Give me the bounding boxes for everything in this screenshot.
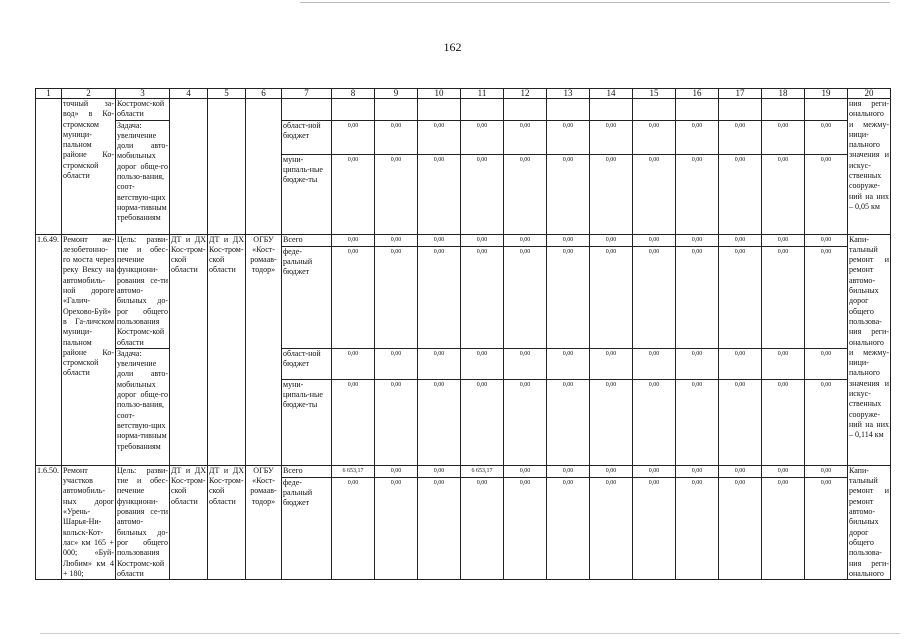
value-cell: 0,00	[762, 348, 805, 379]
goal-cell: Цель: разви-тие и обес-печение функциони-рования се-ти автомо-бильных до-рог общего пользования Костромс-кой области	[117, 234, 168, 347]
value-cell: 0,00	[375, 120, 418, 154]
value-cell: 0,00	[762, 246, 805, 348]
goal-cell: Цель: разви-тие и обес-печение функциони-рования се-ти автомо-бильных до-рог общего пользования Костромс-кой области	[117, 465, 168, 578]
value-cell: 0,00	[676, 477, 719, 580]
column-header: 1	[36, 89, 62, 99]
value-cell: 0,00	[418, 477, 461, 580]
value-cell: 0,00	[676, 120, 719, 154]
value-cell: 0,00	[504, 348, 547, 379]
value-cell: 0,00	[590, 120, 633, 154]
executor-cell: ОГБУ «Кост-ромаав-тодор»	[246, 234, 282, 465]
value-cell: 0,00	[332, 348, 375, 379]
value-cell: 0,00	[805, 120, 848, 154]
column-header: 12	[504, 89, 547, 99]
value-cell: 0,00	[332, 246, 375, 348]
value-cell: 0,00	[547, 120, 590, 154]
value-cell: 0,00	[805, 477, 848, 580]
customer-cell: ДТ и ДХ Кос-тром-ской области	[208, 465, 246, 579]
value-cell: 6 653,17	[461, 465, 504, 477]
value-cell: 0,00	[504, 379, 547, 465]
column-header: 16	[676, 89, 719, 99]
result-cell: Капи-тальный ремонт и ремонт автомо-бильных дорог общего пользова-ния реги-онального и межму-ници-пального значения и искус-ственных сооруже-ний на них – 0,114 км	[848, 234, 891, 465]
value-cell: 0,00	[633, 465, 676, 477]
table-row	[36, 99, 891, 121]
result-cell: Капи-тальный ремонт и ремонт автомо-бильных дорог общего пользова-ния реги-онального	[849, 465, 889, 578]
value-cell: 0,00	[590, 154, 633, 234]
value-cell: 0,00	[332, 120, 375, 154]
value-cell: 0,00	[418, 246, 461, 348]
source-cell: феде-ральный бюджет	[282, 477, 332, 580]
value-cell: 0,00	[375, 246, 418, 348]
value-cell: 0,00	[418, 120, 461, 154]
customer-cell: ДТ и ДХ Кос-тром-ской области	[208, 234, 246, 465]
value-cell: 0,00	[332, 379, 375, 465]
value-cell: 0,00	[762, 154, 805, 234]
scan-artifact-line	[40, 633, 900, 634]
value-cell: 0,00	[375, 154, 418, 234]
value-cell: 0,00	[375, 348, 418, 379]
value-cell: 0,00	[418, 154, 461, 234]
item-name-cell: Ремонт участков автомобиль-ных дорог «Урень-Шарья-Ни-кольск-Кот-лас» км 165 + 000; «Буй-Любим» км 4 + 180;	[63, 465, 114, 578]
value-cell: 0,00	[719, 465, 762, 477]
value-cell: 0,00	[676, 234, 719, 246]
item-number-cell	[36, 99, 62, 235]
page-number: 162	[443, 40, 462, 54]
item-name-cell: Ремонт же-лезобетонно-го моста через реку Вексу на автомобиль-ной дороге «Галич-Орехово-Буй» в Га-личском муници-пальном районе Ко-стромской области	[62, 234, 116, 465]
value-cell: 0,00	[676, 246, 719, 348]
column-header: 2	[62, 89, 116, 99]
value-cell: 0,00	[676, 379, 719, 465]
column-header: 19	[805, 89, 848, 99]
value-cell: 0,00	[719, 234, 762, 246]
value-cell: 0,00	[762, 120, 805, 154]
value-cell: 0,00	[547, 477, 590, 580]
value-cell: 0,00	[461, 154, 504, 234]
source-cell: област-ной бюджет	[282, 348, 332, 379]
value-cell: 0,00	[590, 477, 633, 580]
value-cell: 0,00	[590, 234, 633, 246]
column-header: 10	[418, 89, 461, 99]
value-cell: 0,00	[332, 154, 375, 234]
table-row	[36, 120, 891, 154]
column-header: 14	[590, 89, 633, 99]
value-cell: 0,00	[504, 246, 547, 348]
value-cell: 0,00	[633, 154, 676, 234]
task-cell: Задача: увеличение доли авто-мобильных дорог обще-го пользо-вания, соот-ветствую-щих норма-тивным требованиям	[116, 348, 170, 465]
value-cell: 0,00	[633, 477, 676, 580]
value-cell: 0,00	[719, 154, 762, 234]
column-header: 18	[762, 89, 805, 99]
table-row	[36, 348, 891, 379]
value-cell: 0,00	[762, 477, 805, 580]
value-cell: 0,00	[461, 348, 504, 379]
customer-cell	[208, 99, 246, 235]
value-cell: 0,00	[547, 379, 590, 465]
value-cell: 0,00	[719, 246, 762, 348]
value-cell: 0,00	[547, 234, 590, 246]
column-header: 8	[332, 89, 375, 99]
value-cell: 0,00	[418, 465, 461, 477]
value-cell: 0,00	[676, 465, 719, 477]
value-cell: 0,00	[504, 154, 547, 234]
column-header: 9	[375, 89, 418, 99]
source-cell: муни-ципаль-ные бюдже-ты	[282, 379, 332, 465]
value-cell: 0,00	[805, 234, 848, 246]
value-cell: 0,00	[418, 348, 461, 379]
value-cell: 0,00	[590, 348, 633, 379]
value-cell: 0,00	[461, 477, 504, 580]
value-cell: 0,00	[418, 379, 461, 465]
responsible-cell: ДТ и ДХ Кос-тром-ской области	[170, 234, 208, 465]
value-cell: 0,00	[547, 348, 590, 379]
value-cell: 0,00	[504, 234, 547, 246]
column-header: 7	[282, 89, 332, 99]
value-cell: 0,00	[805, 246, 848, 348]
value-cell: 0,00	[590, 465, 633, 477]
value-cell: 0,00	[719, 348, 762, 379]
value-cell: 0,00	[590, 379, 633, 465]
value-cell: 0,00	[633, 379, 676, 465]
budget-table	[35, 88, 891, 580]
column-header: 15	[633, 89, 676, 99]
value-cell: 0,00	[547, 246, 590, 348]
value-cell: 0,00	[805, 465, 848, 477]
executor-cell: ОГБУ «Кост-ромаав-тодор»	[246, 465, 282, 579]
value-cell: 0,00	[590, 246, 633, 348]
column-header: 5	[208, 89, 246, 99]
column-header: 4	[170, 89, 208, 99]
value-cell: 0,00	[547, 465, 590, 477]
value-cell: 0,00	[762, 234, 805, 246]
value-cell: 0,00	[375, 234, 418, 246]
value-cell: 0,00	[461, 120, 504, 154]
executor-cell	[246, 99, 282, 235]
scan-artifact-line	[300, 2, 890, 3]
value-cell: 6 653,17	[332, 465, 375, 477]
value-cell: 0,00	[418, 234, 461, 246]
column-header: 6	[246, 89, 282, 99]
value-cell: 0,00	[504, 465, 547, 477]
column-header: 13	[547, 89, 590, 99]
column-header: 20	[848, 89, 891, 99]
goal-cell: Костромс-кой области	[116, 99, 170, 121]
column-header: 11	[461, 89, 504, 99]
source-cell	[282, 99, 332, 121]
value-cell: 0,00	[504, 477, 547, 580]
table-row	[36, 234, 891, 246]
value-cell: 0,00	[762, 465, 805, 477]
value-cell: 0,00	[375, 477, 418, 580]
value-cell: 0,00	[461, 246, 504, 348]
responsible-cell: ДТ и ДХ Кос-тром-ской области	[170, 465, 208, 579]
value-cell: 0,00	[633, 120, 676, 154]
result-cell: ния реги-онального и межму-ници-пального значения и искус-ственных сооруже-ний на них – 0,05 км	[848, 99, 891, 235]
item-name-cell: точный за-вод» в Ко-стромском муници-пальном районе Ко-стромской области	[62, 99, 116, 235]
value-cell: 0,00	[719, 120, 762, 154]
value-cell: 0,00	[719, 379, 762, 465]
source-cell: Всего	[282, 234, 332, 246]
value-cell: 0,00	[375, 379, 418, 465]
value-cell: 0,00	[504, 120, 547, 154]
value-cell: 0,00	[461, 234, 504, 246]
source-cell: феде-ральный бюджет	[282, 246, 332, 348]
source-cell: област-ной бюджет	[282, 120, 332, 154]
value-cell: 0,00	[762, 379, 805, 465]
task-cell: Задача: увеличение доли авто-мобильных дорог обще-го пользо-вания, соот-ветствую-щих норма-тивным требованиям	[116, 120, 170, 234]
value-cell: 0,00	[547, 154, 590, 234]
value-cell: 0,00	[633, 246, 676, 348]
value-cell: 0,00	[676, 348, 719, 379]
value-cell: 0,00	[719, 477, 762, 580]
value-cell: 0,00	[332, 477, 375, 580]
value-cell: 0,00	[676, 154, 719, 234]
item-number-cell: 1.6.50.	[36, 465, 62, 579]
value-cell: 0,00	[805, 379, 848, 465]
value-cell: 0,00	[375, 465, 418, 477]
value-cell: 0,00	[633, 234, 676, 246]
item-number-cell: 1.6.49.	[36, 234, 62, 465]
value-cell: 0,00	[805, 154, 848, 234]
value-cell: 0,00	[332, 234, 375, 246]
table-row	[36, 465, 891, 477]
responsible-cell	[170, 99, 208, 235]
value-cell: 0,00	[805, 348, 848, 379]
source-cell: Всего	[282, 465, 332, 477]
column-header: 17	[719, 89, 762, 99]
value-cell: 0,00	[461, 379, 504, 465]
column-header: 3	[116, 89, 170, 99]
column-number-row	[36, 89, 891, 99]
value-cell: 0,00	[633, 348, 676, 379]
source-cell: муни-ципаль-ные бюдже-ты	[282, 154, 332, 234]
